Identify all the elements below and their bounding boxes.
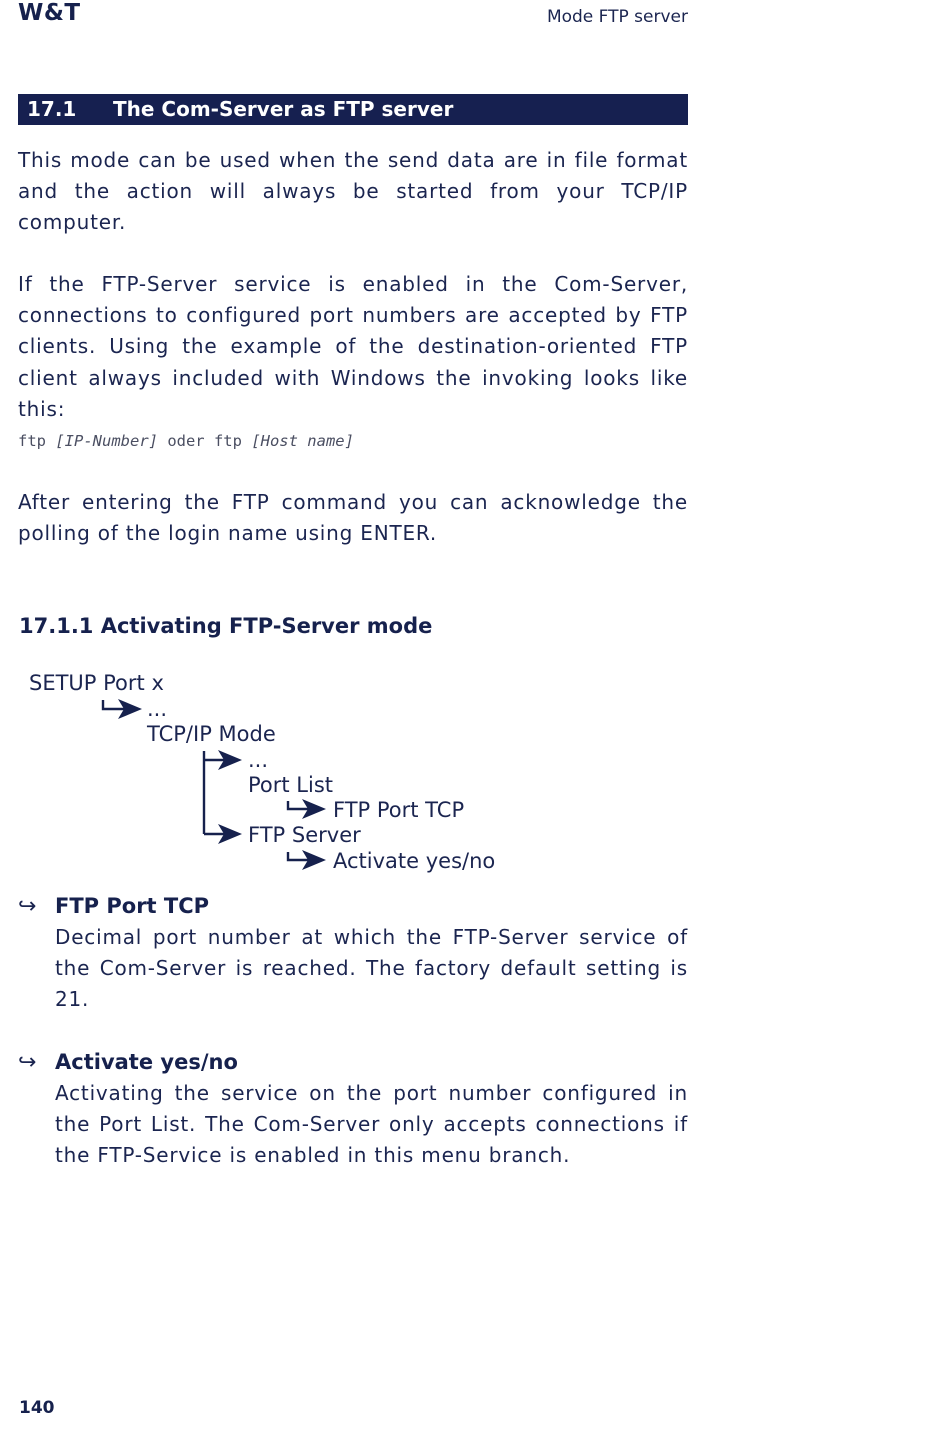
command-ftp-1: ftp <box>18 432 56 450</box>
paragraph-ftp-service: If the FTP-Server service is enabled in the Com-Server, connections to configured port numbers are accepted by FTP clients. Using the example of the destination-oriented FTP client always included with Windows the invoking looks like this: <box>18 272 688 421</box>
item-title-ftp-port-tcp: FTP Port TCP <box>55 894 210 918</box>
paragraph-intro: This mode can be used when the send data are in file format and the action will always be started from your TCP/IP computer. <box>18 148 688 235</box>
subsection-heading: 17.1.1 Activating FTP-Server mode <box>19 614 433 638</box>
item-desc-activate: Activating the service on the port number configured in the Port List. The Com-Server only accepts connections if the FTP-Service is enabled in this menu branch. <box>55 1081 688 1168</box>
item-desc-ftp-port-tcp: Decimal port number at which the FTP-Server service of the Com-Server is reached. The factory default setting is 21. <box>55 925 688 1012</box>
menu-l3-ftp-port-tcp: FTP Port TCP <box>333 798 465 822</box>
hook-arrow-icon: ↪ <box>18 894 37 919</box>
section-number: 17.1 <box>27 97 77 121</box>
menu-l1-ellipsis: ... <box>147 697 168 721</box>
menu-l2-port-list: Port List <box>248 773 334 797</box>
paragraph-after-entering: After entering the FTP command you can acknowledge the polling of the login name using ENTER. <box>18 490 688 546</box>
section-title: The Com-Server as FTP server <box>113 97 454 121</box>
menu-l1-tcpip-mode: TCP/IP Mode <box>147 722 276 746</box>
brand-logo-text: W&T <box>18 0 81 26</box>
command-arg-host: [Host name] <box>251 432 354 450</box>
command-arg-ip: [IP-Number] <box>55 432 158 450</box>
command-mid: oder ftp <box>157 432 252 450</box>
menu-l2-ellipsis: ... <box>248 748 269 772</box>
chapter-running-header: Mode FTP server <box>546 7 688 27</box>
hook-arrow-icon: ↪ <box>18 1050 37 1075</box>
menu-l2-ftp-server: FTP Server <box>248 823 361 847</box>
item-title-activate: Activate yes/no <box>55 1050 238 1074</box>
page-number: 140 <box>19 1398 55 1418</box>
menu-l3-activate: Activate yes/no <box>333 849 496 873</box>
menu-root: SETUP Port x <box>29 671 164 695</box>
